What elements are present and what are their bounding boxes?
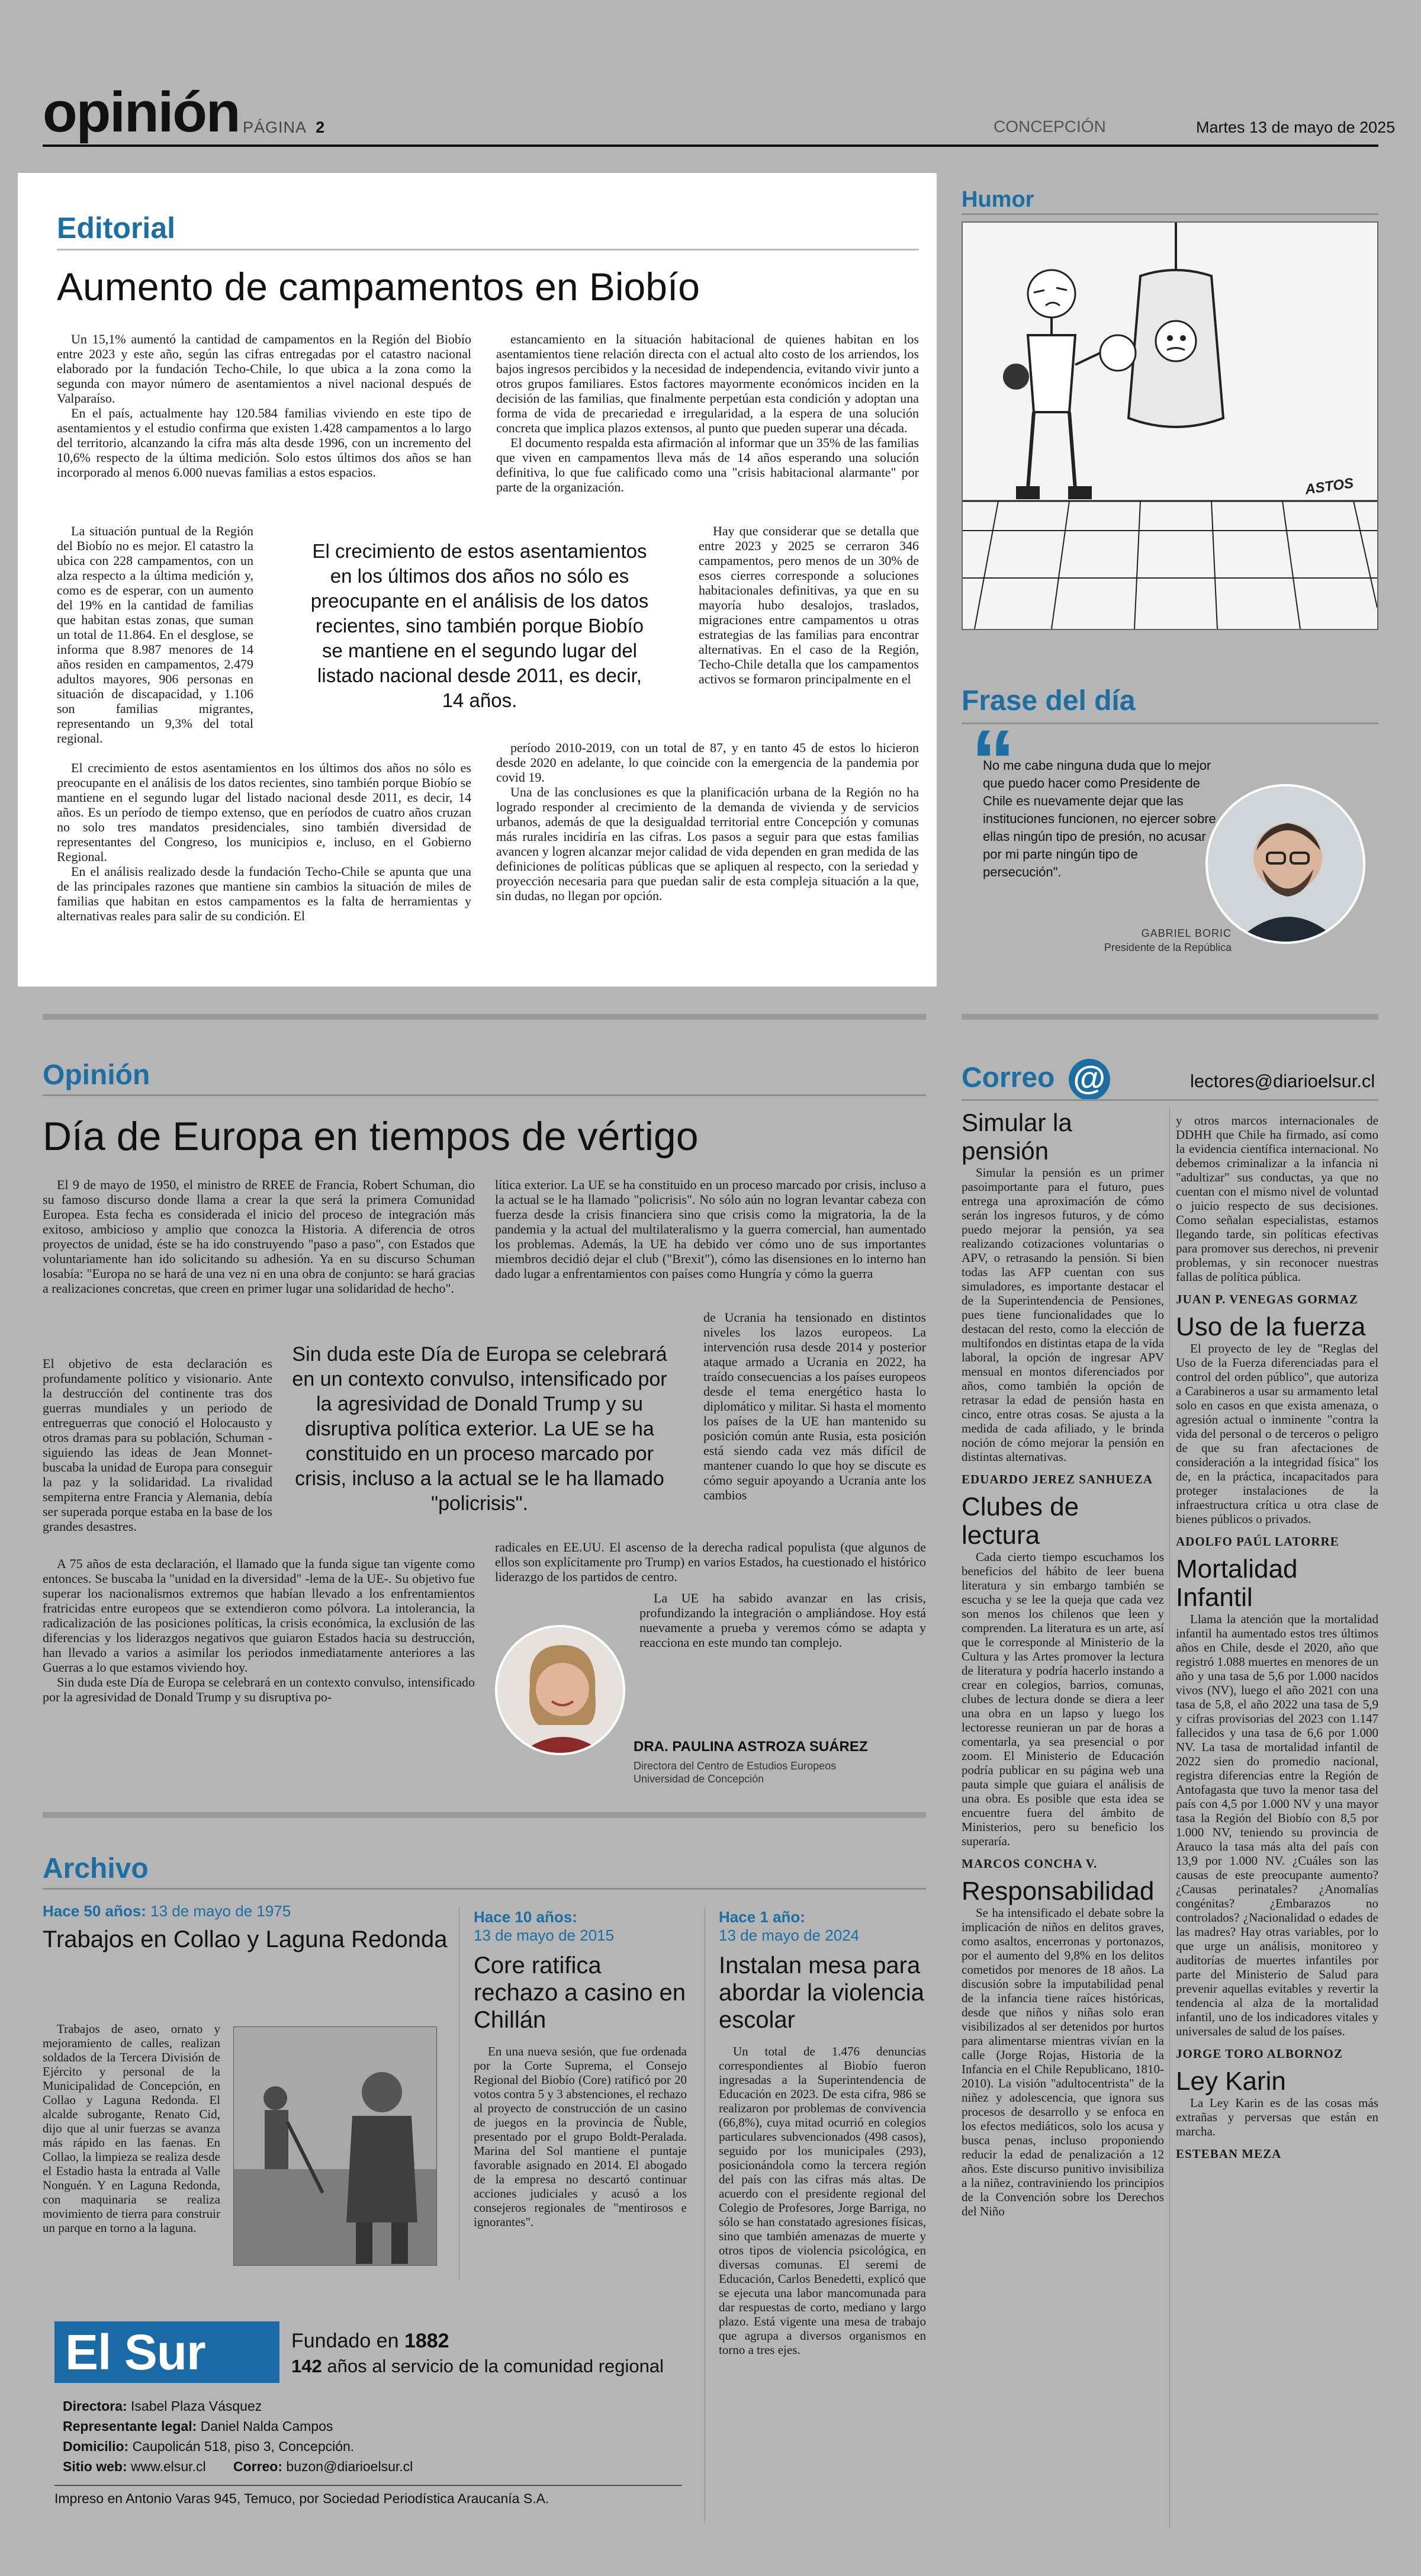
humor-rule	[962, 213, 1378, 215]
opinion-col2-p2: de Ucrania ha tensionado en distintos niveles los lazos europeos. La intervención rusa desde 2014 y posterior ataque armado a Ucrania en 2022, ha traído consecuencias a los países europeos desde el tema energético hasta lo diplomático y militar. Si hasta el momento los países de la UE han mantenido su posición común ante Rusia, esta posición está siendo cada vez más difícil de mantener cuando lo que hoy se discute es cómo seguir apoyando a Ucrania ante los cambios	[703, 1310, 926, 1502]
colophon-row-value: Caupolicán 518, piso 3, Concepción.	[132, 2439, 355, 2454]
opinion-label-rule	[43, 1094, 926, 1096]
letter-signature: ADOLFO PAÚL LATORRE	[1176, 1534, 1339, 1549]
colophon-years	[291, 2356, 664, 2377]
opinion-col1	[43, 1177, 475, 1296]
editorial-col1	[57, 332, 471, 480]
opinion-col2-bottom	[495, 1540, 926, 1584]
mail-label: Correo:	[233, 2459, 283, 2474]
elsur-logo: El Sur	[54, 2321, 279, 2383]
opinion-col1-p2: El objetivo de esta declaración es profundamente político y visionario. Ante la destrucción del continente tras dos guerras mundiales y un periodo de entreguerras que conoció el Holocausto y otros dramas para su población, Schuman -siguiendo las ideas de Jean Monnet- buscaba la unidad de Europa para conseguir la paz y la solidaridad. La rivalidad sempiterna entre Francia y Alemania, debía ser superada porque estaba en la base de los grandes desastres.	[43, 1356, 272, 1534]
frase-author: GABRIEL BORIC	[1141, 927, 1232, 939]
colophon-printer: Impreso en Antonio Varas 945, Temuco, por Sociedad Periodística Araucanía S.A.	[54, 2491, 549, 2506]
letter-title: Responsabilidad	[962, 1877, 1155, 1906]
masthead-page-label	[243, 118, 325, 137]
correo-label	[962, 1059, 1110, 1100]
colophon-founded	[291, 2330, 449, 2353]
frase-quote-mark: “	[971, 711, 1015, 811]
correo-col2	[1176, 1113, 1378, 2167]
opinion-author-photo	[495, 1625, 625, 1755]
letter-signature: ESTEBAN MEZA	[1176, 2147, 1282, 2161]
letter-text: y otros marcos internacionales de DDHH que Chile ha firmado, así como la evidencia científica internacional. No debemos criminalizar a la infancia ni "adultizar" sus conductas, ya que no cuentan con el mismo nivel de voluntad o juicio respecto de sus decisiones. Como señalan especialistas, estamos llegando tarde, sin políticas efectivas para promover sus derechos, ni prevenir problemas, y sin reconocer nuestras fallas de política pública.	[1176, 1113, 1378, 1284]
archivo-kicker: Hace 50 años:	[43, 1902, 146, 1920]
web-link[interactable]: www.elsur.cl	[131, 2459, 206, 2474]
archivo-top-rule	[43, 1812, 926, 1818]
opinion-col2-p1: lítica exterior. La UE se ha constituido en un proceso marcado por crisis, incluso a la actual se le ha llamado "policrisis". No sólo aún no logran levantar cabeza con fuerza desde la crisis financiera sino que crisis como la migratoria, la de la pandemia y la actual del multilateralismo y la guerra comercial, han aumentado los problemas. Además, la UE ha debido ver cómo uno de sus importantes miembros decidió dejar el club ("Brexit"), cómo las disensiones en lo interno han dado lugar a enfrentamientos con países como Hungría y cómo la guerra	[495, 1177, 926, 1281]
editorial-col2-p2: El documento respalda esta afirmación al informar que un 35% de las familias que viven en campamentos lleva más de 14 años esperando una solución definitiva, lo que fue calificado como una "crisis habitacional alarmante" por parte de la organización.	[496, 435, 919, 494]
correo-label-text: Correo	[962, 1062, 1055, 1094]
opinion-col1-p1: El 9 de mayo de 1950, el ministro de RREE de Francia, Robert Schuman, dio su famoso discurso donde llama a crear la que será la primera Comunidad Europea. Esta fecha es considerada el inicio del proceso de integración más exitoso, ambicioso y amplio que conozca la Historia. A diferencia de otros proyectos de unidad, éste se ha ido construyendo "paso a paso", con Estados que voluntariamente han ido solicitando su adhesión. Ya en su discurso Schuman losabía: "Europa no se hará de una vez ni en una obra de conjunto: se hará gracias a realizaciones concretas, que creen en primer lugar una solidaridad de hecho".	[43, 1177, 475, 1296]
editorial-col1-narrow	[57, 523, 253, 746]
cartoon-drawing	[963, 223, 1377, 629]
founded-year: 1882	[404, 2330, 449, 2352]
editorial-label: Editorial	[57, 211, 176, 245]
opinion-author-role-1: Directora del Centro de Estudios Europeos	[634, 1760, 837, 1772]
opinion-col2-p4: La UE ha sabido avanzar en las crisis, profundizando la integración o ampliándose. Hoy está nuevamente a prueba y veremos cómo se adapta y reacciona en este mundo tan complejo.	[639, 1591, 926, 1650]
opinion-headline: Día de Europa en tiempos de vértigo	[43, 1114, 699, 1159]
editorial-col1-p2: En el país, actualmente hay 120.584 familias viviendo en este tipo de asentamientos y el estudio confirma que existen 1.428 campamentos a lo largo del territorio, alcanzando la cifra más alta desde 1996, con un incremento del 10,6% respecto de la última medición. Solo estos últimos dos años se han incorporado al menos 6.000 nuevas familias a estos espacios.	[57, 406, 471, 480]
opinion-col1-narrow	[43, 1356, 272, 1534]
archive-photo-icon	[234, 2027, 437, 2266]
archivo-title: Trabajos en Collao y Laguna Redonda	[43, 1926, 448, 1952]
letter-signature: EDUARDO JEREZ SANHUEZA	[962, 1472, 1153, 1486]
colophon-row-label: Representante legal:	[63, 2418, 197, 2434]
opinion-col2-last	[639, 1591, 926, 1650]
colophon-row	[63, 2396, 413, 2416]
letter-signature: JUAN P. VENEGAS GORMAZ	[1176, 1292, 1358, 1306]
masthead-rule	[43, 144, 1378, 147]
letter-signature: JORGE TORO ALBORNOZ	[1176, 2047, 1343, 2061]
frase-role: Presidente de la República	[1104, 942, 1232, 953]
opinion-col1-p4: Sin duda este Día de Europa se celebrará en un contexto convulso, intensificado por la agresividad de Donald Trump y su disruptiva po-	[43, 1675, 475, 1704]
letter-text: Se ha intensificado el debate sobre la implicación de niños en delitos graves, como asaltos, encerronas y portonazos, por el aumento del 9,8% en los delitos cometidos por menores de 18 años. La discusión sobre la imputabilidad penal de la infancia tiene raíces históricas, desde que niños y niñas solo eran visibilizados al ser detenidos por hurtos para alimentarse mientras vivían en la calle (Jorge Rojas, Historia de la Infancia en el Chile Republicano, 1810-2010). La visión "adultocentrista" de la niñez y adolescencia, que ignora sus procesos de desarrollo y se enfoca en los efectos mediáticos, solo los acusa y busca penas, incluso proponiendo reducir la edad de penalización a 12 años. Este discurso punitivo invisibiliza a la niñez, contraviniendo los principios de la Convención sobre los Derechos del Niño	[962, 1906, 1164, 2218]
opinion-col1-bottom	[43, 1556, 475, 1704]
archivo-date: 13 de mayo de 2015	[474, 1926, 615, 1944]
letter-title: Mortalidad Infantil	[1176, 1554, 1298, 1612]
years-number: 142	[291, 2356, 322, 2376]
letter-text: El proyecto de ley de "Reglas del Uso de la Fuerza diferenciadas para el control del orden público", que autoriza a Carabineros a usar su armamento letal solo en casos en que exista amenaza, o agresión actual o inminente "contra la vida del personal o de terceros o peligro de que su fran afectaciones de consideración a la integridad física" los de, en la práctica, incapacitados para proteger instalaciones de la infraestructura crítica u otra clase de bienes públicos o privados.	[1176, 1341, 1378, 1526]
correo-label-rule	[962, 1099, 1378, 1101]
colophon-rule	[54, 2485, 682, 2486]
letter-title: Simular la pensión	[962, 1109, 1072, 1165]
archivo-item-1	[43, 1902, 457, 1954]
letter-text: Simular la pensión es un primer pasoimportante para el futuro, pues entrega una aproximación de cómo serán los ingresos futuros, y de cómo puedo mejorar la pensión, ya sea realizando cotizaciones voluntarias o APV, o retrasando la pensión. Si bien todas las AFP cuentan con sus simuladores, es importante destacar el de la Superintendencia de Pensiones, pues tiene funcionalidades que lo destacan del resto, como la elección de multifondos en distintas etapa de la vida laboral, la opción de ingresar APV mensual en montos diferenciados por años, como también la opción de retrasar la edad de pensión hasta en cinco, entre otras cosas. Se ajusta a la medida de cada afiliado, y le brinda noción de cómo mejorar la pensión en distintas alternativas.	[962, 1165, 1164, 1464]
frase-author-photo	[1205, 784, 1365, 944]
archivo-item-1-text	[43, 2022, 220, 2235]
archivo-label: Archivo	[43, 1853, 149, 1884]
editorial-col2-narrow-text: Hay que considerar que se detalla que entre 2023 y 2025 se cerraron 346 campamentos, pero menos de un 30% de esos cierres corresponde a soluciones habitacionales definitivas, ya que en su mayoría hubo desalojos, traslados, migraciones entre campamentos u otras estrategias de las familias para encontrar alternativas. En el caso de la Región, Techo-Chile detalla que los campamentos activos se formaron principalmente en el	[699, 523, 919, 686]
humor-label: Humor	[962, 187, 1034, 212]
letter-title: Ley Karin	[1176, 2067, 1286, 2096]
colophon-row-label: Domicilio:	[63, 2439, 129, 2454]
archivo-text: En una nueva sesión, que fue ordenada por la Corte Suprema, el Consejo Regional del Biobío (Core) ratificó por 20 votos contra 5 y 3 abstenciones, el rechazo al proyecto de construcción de un casino de juegos en la provincia de Ñuble, presentado por el grupo Boldt-Peralada. Marina del Sol mantiene el puntaje favorable asignado en 2014. El abogado de la empresa no descartó continuar acciones judiciales y acusó a los consejeros regionales de "mentirosos e ignorantes".	[474, 2044, 687, 2229]
opinion-col2-narrow	[703, 1310, 926, 1502]
frase-quote: No me cabe ninguna duda que lo mejor que puedo hacer como Presidente de Chile es nuevamente dejar que las instituciones funcionen, no ejercer sobre ellas ningún tipo de presión, no acusar por mi parte ningún tipo de persecución".	[983, 758, 1216, 879]
editorial-headline: Aumento de campamentos en Biobío	[57, 265, 700, 309]
opinion-col1-p3: A 75 años de esta declaración, el llamado que la funda sigue tan vigente como entonces. Se buscaba la "unidad en la diversidad" -lema de la UE-. Su objetivo fue superar los nacionalismos extremos que habían llevado a los enfrentamientos fratricidas entre europeos que se extendieron como pólvora. La intolerancia, la radicalización de las posiciones políticas, la crisis económica, la exclusión de las diferencias y los liderazgos negativos que guiaron Estados hacia su destrucción, han llevado a varios a asimilar los periodos inmediatamente anteriores a las Guerras a lo que estamos viviendo hoy.	[43, 1556, 475, 1675]
letter-signature: MARCOS CONCHA V.	[962, 1856, 1098, 1871]
web-label: Sitio web:	[63, 2459, 127, 2474]
archivo-label-rule	[43, 1888, 926, 1890]
humor-cartoon	[962, 221, 1378, 630]
archivo-photo	[233, 2026, 437, 2266]
editorial-col1-p4: En el análisis realizado desde la fundación Techo-Chile se apunta que una de las principales razones que mantiene sin cambios la situación de miles de familias que habitan en estos campamentos es la falta de herramientas y alternativas reales para salir de su condición. El	[57, 864, 471, 923]
frase-rule	[962, 722, 1378, 724]
editorial-col2	[496, 332, 919, 494]
opinion-top-rule	[43, 1014, 926, 1020]
archivo-date: 13 de mayo de 1975	[150, 1902, 291, 1920]
correo-col1	[962, 1109, 1164, 2218]
archivo-text: Trabajos de aseo, ornato y mejoramiento de calles, realizan soldados de la Tercera División de Ejército y personal de la Municipalidad de Concepción, en Collao y Laguna Redonda. El alcalde subrogante, Renato Cid, dijo que al unir fuerzas se avanza más rápido en las faenas. En Collao, la limpieza se realiza desde el Estadio hasta la entrada al Valle Nonguén. Y en Laguna Redonda, con maquinaria se realiza movimiento de tierra para construir un parque en torno a la laguna.	[43, 2022, 220, 2235]
editorial-col2-p3: período 2010-2019, con un total de 87, y en tanto 45 de estos lo hicieron desde 2020 en adelante, lo que coincide con la emergencia de la pandemia por covid 19.	[496, 740, 919, 785]
cartoon-signature: ASTOS	[1304, 475, 1355, 498]
opinion-col2	[495, 1177, 926, 1281]
page-number: 2	[316, 118, 326, 136]
mail-link[interactable]: buzon@diarioelsur.cl	[286, 2459, 413, 2474]
years-text: años al servicio de la comunidad regional	[327, 2356, 664, 2376]
author-portrait-icon	[497, 1627, 625, 1755]
frase-label: Frase del día	[962, 685, 1136, 717]
archivo-kicker: Hace 1 año:	[719, 1908, 805, 1926]
correo-column-divider	[1169, 1107, 1170, 2529]
letter-title: Clubes de lectura	[962, 1492, 1079, 1550]
correo-email: lectores@diarioelsur.cl	[1190, 1071, 1375, 1091]
letter-text: Cada cierto tiempo escuchamos los beneficios del hábito de leer buena literatura y sin embargo también se escucha y se lee la queja que cada vez son menos los chilenos que leen y comprenden. La literatura es un arte, así que le corresponde al Ministerio de la Cultura y las Artes promover la lectura de literatura y podría hacerlo instando a crear en colegios, barrios, comunas, clubes de lectura donde se diera a leer una obra en un lapso y luego los lectoresse reunieran un par de horas a comentarla, ya sea presencial o por zoom. El Ministerio de Educación podría publicar en su página web una pauta simple que guiara el análisis de una obra. Es posible que esta idea se encuentre fuera del ámbito de Ministerios, pero su beneficio los superaría.	[962, 1550, 1164, 1848]
founded-label: Fundado en	[291, 2330, 399, 2352]
letter-title: Uso de la fuerza	[1176, 1312, 1366, 1341]
colophon-row-value: Isabel Plaza Vásquez	[131, 2398, 262, 2414]
person-portrait-icon	[1208, 786, 1365, 944]
opinion-pull-quote: Sin duda este Día de Europa se celebrará en un contexto convulso, intensificado por la agresividad de Donald Trump y su disruptiva política exterior. La UE se ha constituido en un proceso marcado por crisis, incluso a la actual se le ha llamado "policrisis".	[292, 1343, 667, 1515]
archivo-kicker: Hace 10 años:	[474, 1908, 577, 1926]
letter-text: La Ley Karin es de las cosas más extrañas y perversas que están en marcha.	[1176, 2096, 1378, 2138]
colophon-row-value: Daniel Nalda Campos	[200, 2418, 333, 2434]
editorial-col2-narrow	[699, 523, 919, 686]
correo-top-rule	[962, 1014, 1378, 1020]
editorial-col2-bottom	[496, 740, 919, 903]
letter-text: Llama la atención que la mortalidad infantil ha aumentado estos tres últimos años en Chile, desde el 2020, año que registró 1.088 muertes en menores de un año y una tasa de 5,6 por 1.000 nacidos vivos (NV), luego el año 2021 con una tasa de 5,8, el año 2022 una tasa de 5,9 y cifras provisorias del 2023 con 1.147 fallecidos y una tasa de 6,6 por 1.000 NV. La tasa de mortalidad infantil de 2022 sien do promedio nacional, registra diferencias entre la Región de Antofagasta que tuvo la menor tasa del país con 4,5 por 1.000 NV y una mayor tasa la Región del Biobío con 8,5 por 1.000 NV, teniendo su provincia de Arauco la tasa más alta del país con 13,9 por 1.000 NV. ¿Cuáles son las causas de este preocupante aumento? ¿Causas perinatales? ¿Anomalías congénitas? ¿Embarazos no controlados? ¿Nacionalidad o edades de las madres? Hay otras variables, por lo que urge un análisis, monitoreo y auditorías de muertes infantiles por parte del Ministerio de Salud para prevenir aquellas evitables y revertir la tendencia al alza de la mortalidad infantil, uno de los indicadores vitales y universales de salud de los países.	[1176, 1612, 1378, 2038]
opinion-author-role-2: Universidad de Concepción	[634, 1773, 764, 1785]
archivo-text: Un total de 1.476 denuncias correspondientes al Biobío fueron ingresadas a la Superintendencia de Educación en 2023. De esta cifra, 986 se realizaron por problemas de convivencia (66,8%), cuya mitad ocurrió en colegios particulares subvencionados (498 casos), seguido por los municipales (293), posicionándola como la tercera región del país con las cifras más altas. De acuerdo con el presidente regional del Colegio de Profesores, Jorge Barriga, no sólo se han constatado agresiones físicas, sino que también amenazas de muerte y otros tipos de violencia psicológica, en diversas comunas. El seremi de Educación, Carlos Benedetti, explicó que se ejecuta una labor mancomunada para dar respuestas de corto, mediano y largo plazo. Está vigente una mesa de trabajo que agrupa a diversos organismos en torno a tres ejes.	[719, 2044, 926, 2357]
opinion-col2-p3: radicales en EE.UU. El ascenso de la derecha radical populista (que algunos de ellos son explícitamente pro Trump) en varios Estados, ha cuestionado el histórico liderazgo de los partidos de centro.	[495, 1540, 926, 1584]
editorial-pull-quote: El crecimiento de estos asentamientos en los últimos dos años no sólo es preocupante en el análisis de los datos recientes, sino también porque Biobío se mantiene en el segundo lugar del listado nacional desde 2011, es decir, 14 años.	[310, 540, 649, 711]
colophon-rows	[63, 2396, 413, 2477]
editorial-label-rule	[57, 249, 919, 250]
editorial-col1-p1: Un 15,1% aumentó la cantidad de campamentos en la Región del Biobío entre 2023 y este año, según las cifras entregadas por el catastro nacional elaborado por la fundación Techo-Chile, lo que ubica a la zona como la segunda con mayor número de asentamientos a nivel nacional después de Valparaíso.	[57, 332, 471, 406]
colophon-web-row	[63, 2456, 413, 2477]
at-icon: @	[1069, 1059, 1110, 1100]
colophon-row	[63, 2416, 413, 2436]
masthead-date: Martes 13 de mayo de 2025	[1196, 118, 1396, 136]
editorial-col1-narrow-text: La situación puntual de la Región del Biobío no es mejor. El catastro la ubica con 228 campamentos, con un alza respecto a la última medición y, como es de esperar, con un aumento del 19% en la cantidad de familias que habitan estas zonas, que suman un total de 11.864. En el desglose, se informa que 8.987 menores de 14 años residen en campamentos, 2.479 adultos mayores, 906 personas en situación de discapacidad, y 1.106 son familias migrantes, representando un 9,3% del total regional.	[57, 523, 253, 746]
opinion-author-name: DRA. PAULINA ASTROZA SUÁREZ	[634, 1739, 868, 1755]
masthead-city: CONCEPCIÓN	[994, 117, 1106, 136]
opinion-label: Opinión	[43, 1059, 150, 1091]
colophon-box	[43, 2307, 694, 2520]
masthead-section-title: opinión	[43, 81, 240, 144]
archivo-date: 13 de mayo de 2024	[719, 1926, 860, 1944]
colophon-row	[63, 2436, 413, 2456]
editorial-col2-p4: Una de las conclusiones es que la planificación urbana de la Región no ha logrado responder al crecimiento de la demanda de vivienda y de servicios urbanos, además de que la desigualdad territorial entre Concepción y comunas más rurales incidiría en las cifras. Los pasos a seguir para que estas familias avancen y logren alcanzar mejor calidad de vida dependen en gran medida de las definiciones de políticas públicas que se apliquen al respecto, con la seriedad y proyección necesaria para que puedan salir de esta compleja situación a la que, sin dudas, no llegan por opción.	[496, 785, 919, 903]
editorial-col2-p1: estancamiento en la situación habitacional de quienes habitan en los asentamientos tiene relación directa con el actual alto costo de los arriendos, los bajos ingresos percibidos y la necesidad de independencia, evitando vivir junto a otros grupos familiares. Estos factores mayormente económicos inciden en la decisión de las familias, que finalmente perpetúan esta condición y adoptan una forma de vida de precariedad e irregularidad, a la espera de una solución concreta que implica plazos extensos, al punto que pueden superar una década.	[496, 332, 919, 435]
archivo-item-3	[719, 1908, 926, 2357]
colophon-row-label: Directora:	[63, 2398, 127, 2414]
editorial-col1-p3: El crecimiento de estos asentamientos en los últimos dos años no sólo es preocupante en el análisis de los datos recientes, sino también porque Biobío se mantiene en el segundo lugar del listado nacional desde 2011, es decir, 14 años. Es un período de tiempo extenso, que en períodos de cuatro años cruzan no solo tres mandatos presidenciales, sino también diversidad de representantes del Congreso, los municipios e, incluso, en el Gobierno Regional.	[57, 760, 471, 864]
archivo-title: Instalan mesa para abordar la violencia escolar	[719, 1952, 924, 2033]
page-label-text: PÁGINA	[243, 118, 306, 136]
archivo-title: Core ratifica rechazo a casino en Chillán	[474, 1952, 686, 2033]
archivo-item-1-kicker	[43, 1902, 457, 1920]
archivo-item-2	[474, 1908, 687, 2229]
